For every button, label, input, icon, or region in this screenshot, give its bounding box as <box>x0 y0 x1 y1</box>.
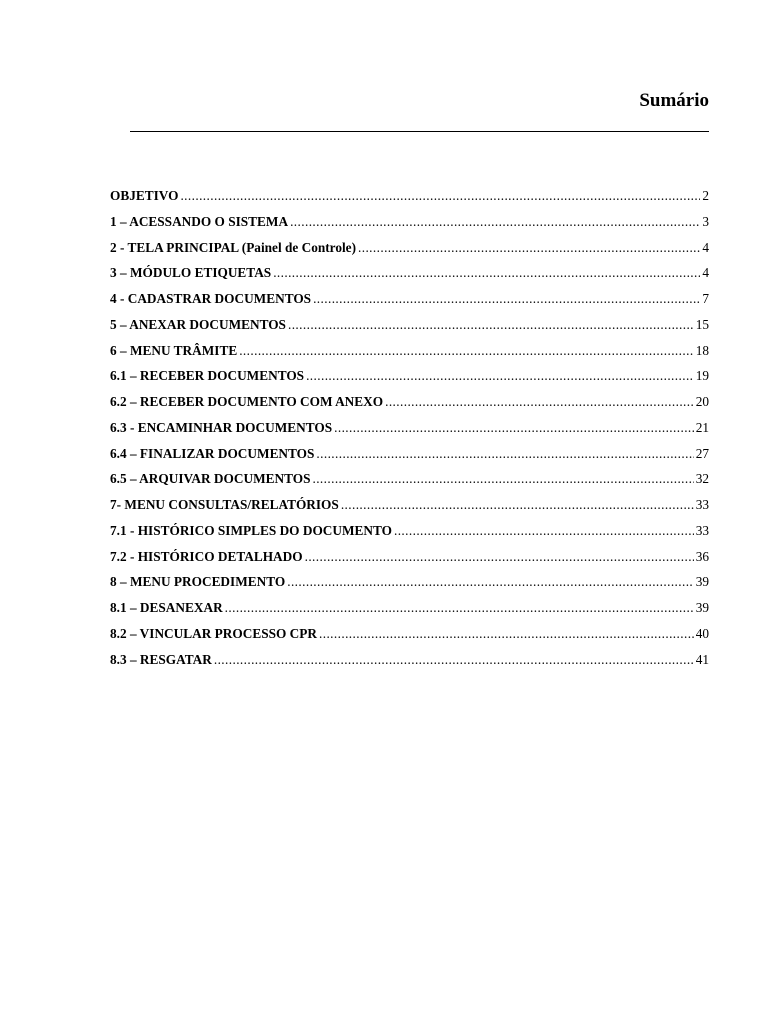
toc-page-number: 7 <box>702 291 709 306</box>
toc-entry-label: 6.5 – ARQUIVAR DOCUMENTOS <box>110 471 311 487</box>
toc-dot-leader <box>312 466 693 492</box>
toc-entry-label: 8.3 – RESGATAR <box>110 651 212 667</box>
toc-entry[interactable] <box>110 544 709 570</box>
toc-entry-label: 2 - TELA PRINCIPAL (Painel de Controle) <box>110 239 356 255</box>
toc-dot-leader <box>273 260 700 286</box>
toc-dot-leader <box>290 209 700 235</box>
toc-entry-label: 8 – MENU PROCEDIMENTO <box>110 574 286 590</box>
toc-dot-leader <box>334 415 694 441</box>
toc-page-number: 41 <box>695 651 709 667</box>
toc-entry[interactable] <box>110 260 709 286</box>
toc-page-number: 20 <box>695 394 709 409</box>
toc-page-number: 39 <box>695 574 709 590</box>
title-underline <box>130 131 709 132</box>
toc-page-number: 2 <box>702 188 709 203</box>
toc-entry-label: 5 – ANEXAR DOCUMENTOS <box>110 316 286 332</box>
toc-entry[interactable] <box>110 286 709 312</box>
toc-entry[interactable] <box>110 389 709 415</box>
toc-dot-leader <box>316 441 693 467</box>
toc-page-number: 4 <box>702 239 709 255</box>
toc-entry-label: 6.3 - ENCAMINHAR DOCUMENTOS <box>110 419 333 435</box>
toc-entry-label: 6.4 – FINALIZAR DOCUMENTOS <box>110 445 315 461</box>
toc-entry[interactable] <box>110 363 709 389</box>
toc-dot-leader <box>305 544 694 570</box>
toc-entry-label: 7.2 - HISTÓRICO DETALHADO <box>110 548 303 564</box>
toc-entry-label: 3 – MÓDULO ETIQUETAS <box>110 265 272 281</box>
toc-entry[interactable] <box>110 595 709 621</box>
toc-entry-label: 6.2 – RECEBER DOCUMENTO COM ANEXO <box>110 394 384 409</box>
toc-page-number: 19 <box>695 368 709 384</box>
table-of-contents <box>110 183 709 672</box>
toc-entry[interactable] <box>110 312 709 338</box>
toc-entry[interactable] <box>110 441 709 467</box>
toc-dot-leader <box>385 389 694 415</box>
toc-dot-leader <box>358 235 700 261</box>
toc-dot-leader <box>239 338 694 364</box>
toc-entry[interactable] <box>110 415 709 441</box>
toc-page-number: 4 <box>702 265 709 281</box>
toc-entry[interactable] <box>110 569 709 595</box>
toc-entry[interactable] <box>110 492 709 518</box>
toc-entry[interactable] <box>110 647 709 673</box>
toc-entry[interactable] <box>110 183 709 209</box>
toc-entry-label: 8.1 – DESANEXAR <box>110 600 223 615</box>
toc-entry-label: 8.2 – VINCULAR PROCESSO CPR <box>110 625 317 641</box>
page-title: Sumário <box>639 90 709 111</box>
toc-dot-leader <box>313 286 700 312</box>
toc-entry-label: OBJETIVO <box>110 188 179 203</box>
toc-dot-leader <box>225 595 694 621</box>
toc-entry[interactable] <box>110 466 709 492</box>
toc-entry[interactable] <box>110 209 709 235</box>
toc-page-number: 32 <box>695 471 709 487</box>
toc-dot-leader <box>180 183 700 209</box>
toc-entry[interactable] <box>110 518 709 544</box>
toc-entry-label: 7.1 - HISTÓRICO SIMPLES DO DOCUMENTO <box>110 522 392 538</box>
toc-entry[interactable] <box>110 338 709 364</box>
toc-dot-leader <box>306 363 694 389</box>
toc-entry-label: 6.1 – RECEBER DOCUMENTOS <box>110 368 305 384</box>
toc-page-number: 33 <box>695 497 709 512</box>
toc-dot-leader <box>214 647 694 673</box>
toc-page-number: 33 <box>695 522 709 538</box>
toc-page-number: 15 <box>695 316 709 332</box>
toc-entry[interactable] <box>110 621 709 647</box>
toc-dot-leader <box>319 621 694 647</box>
toc-entry-label: 6 – MENU TRÂMITE <box>110 342 238 358</box>
toc-page-number: 3 <box>702 213 709 229</box>
toc-page-number: 36 <box>695 548 709 564</box>
toc-entry-label: 4 - CADASTRAR DOCUMENTOS <box>110 291 312 306</box>
toc-dot-leader <box>394 518 694 544</box>
toc-entry-label: 1 – ACESSANDO O SISTEMA <box>110 213 289 229</box>
toc-entry[interactable] <box>110 235 709 261</box>
toc-dot-leader <box>288 312 694 338</box>
toc-entry-label: 7- MENU CONSULTAS/RELATÓRIOS <box>110 497 339 512</box>
toc-page-number: 18 <box>695 342 709 358</box>
toc-dot-leader <box>287 569 693 595</box>
toc-page-number: 39 <box>695 600 709 615</box>
toc-dot-leader <box>341 492 694 518</box>
toc-page-number: 21 <box>695 419 709 435</box>
toc-page-number: 40 <box>695 625 709 641</box>
toc-page-number: 27 <box>695 445 709 461</box>
